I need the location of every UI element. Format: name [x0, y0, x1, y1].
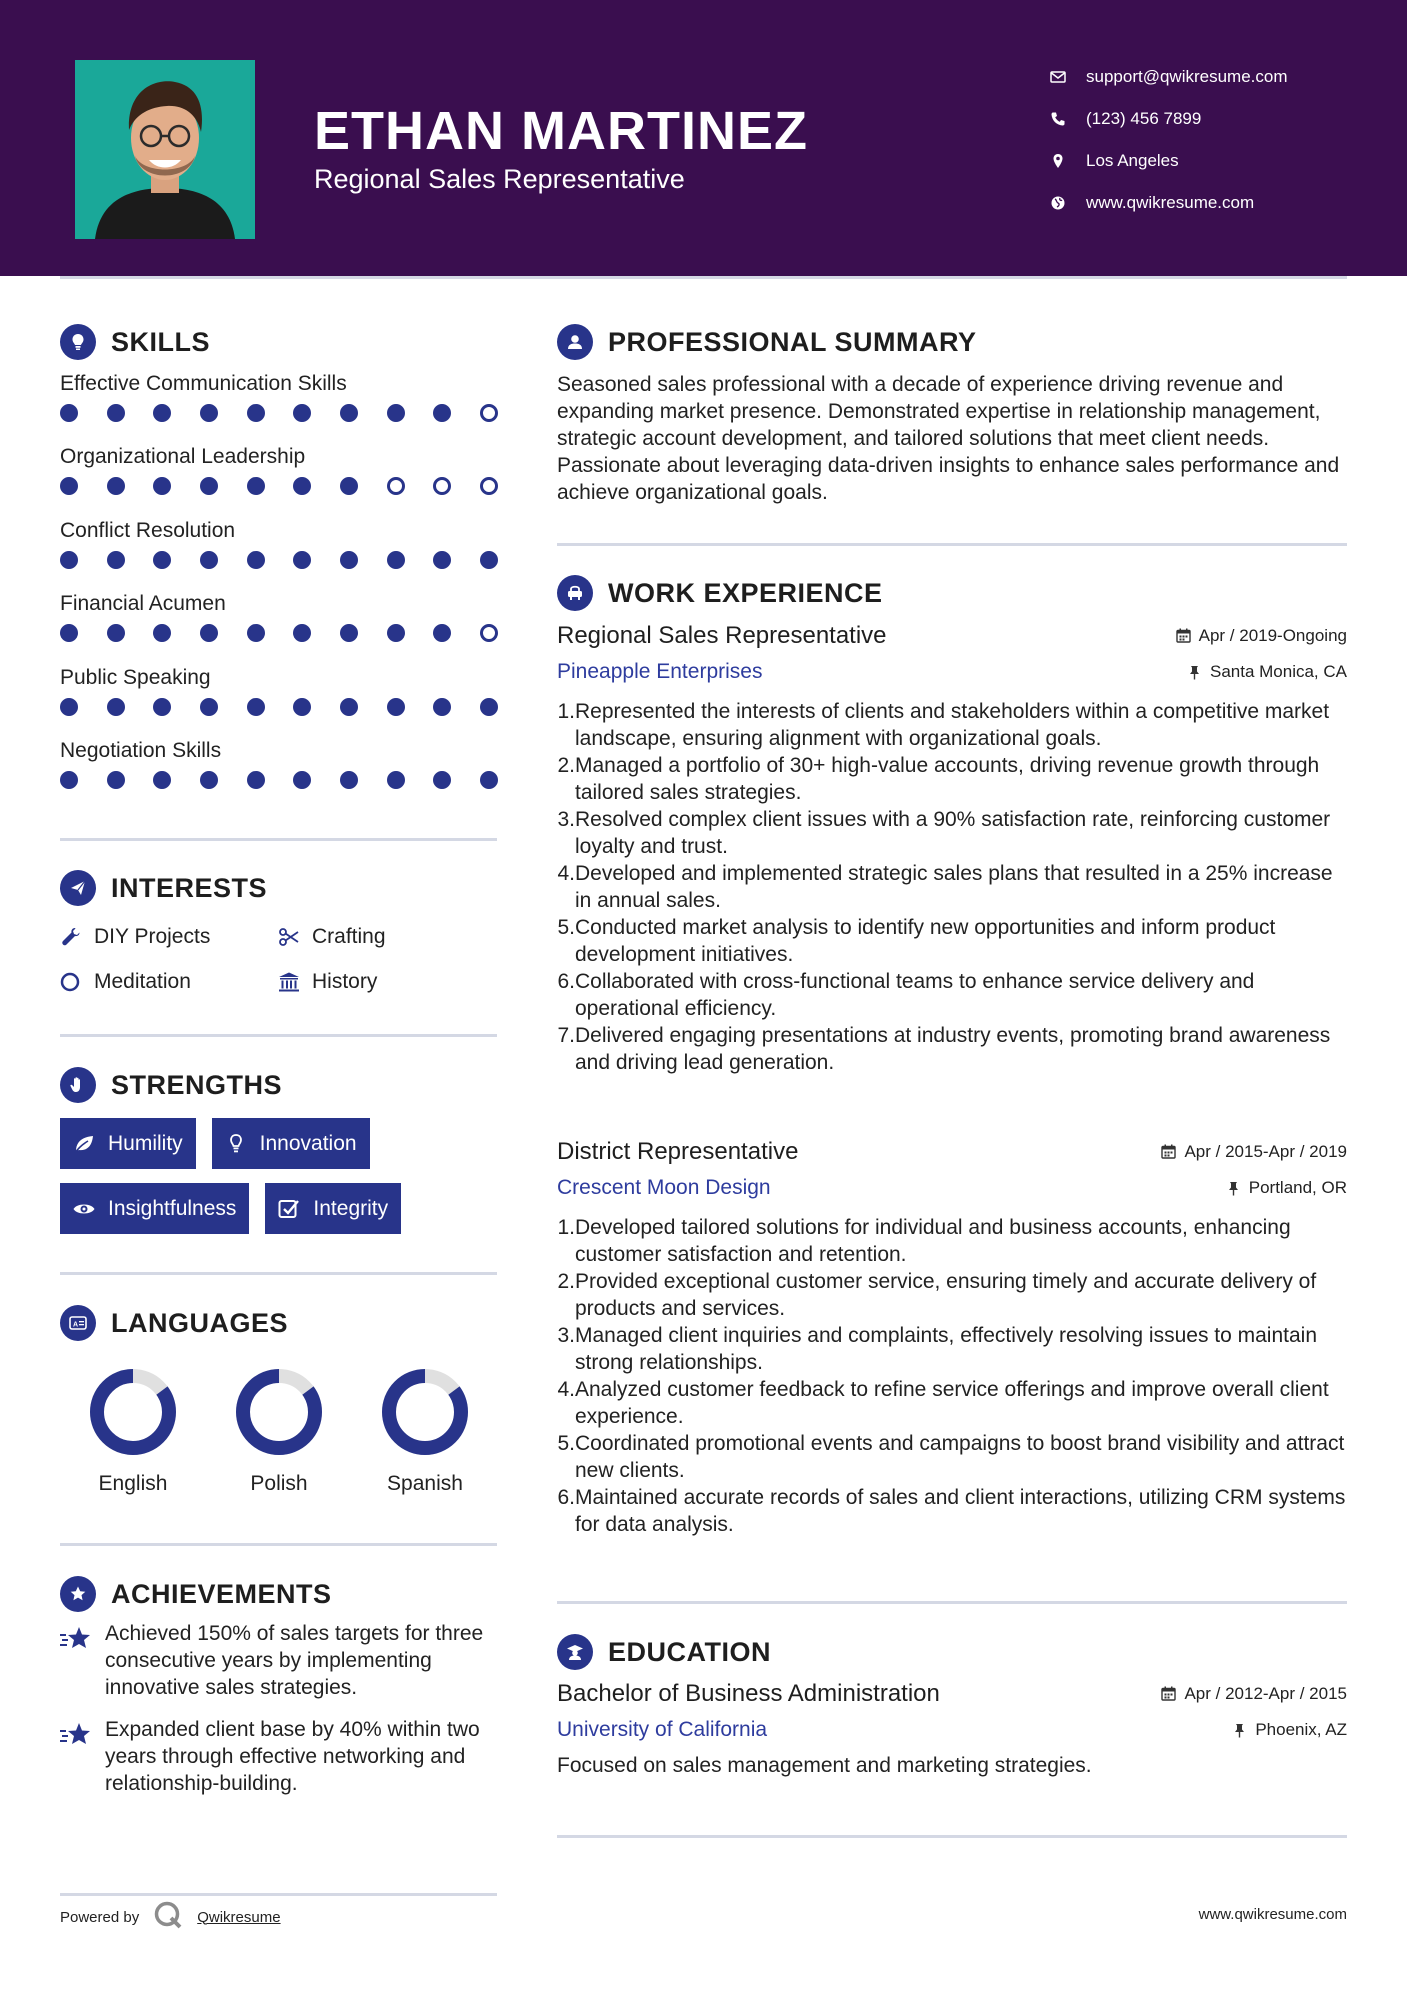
summary-heading: PROFESSIONAL SUMMARY — [557, 324, 977, 360]
rating-dot-filled — [433, 698, 451, 716]
rating-dot-filled — [293, 404, 311, 422]
list-item: 5. Coordinated promotional events and campaigns to boost brand visibility and attract new clients. — [557, 1432, 1345, 1482]
star-icon — [60, 1620, 105, 1701]
job-location: Santa Monica, CA — [1187, 662, 1347, 682]
strength-tag: Integrity — [265, 1183, 401, 1234]
strengths-list — [60, 1118, 500, 1248]
profile-photo — [75, 60, 255, 239]
pin-icon — [1232, 1723, 1247, 1738]
candidate-role: Regional Sales Representative — [314, 164, 685, 194]
company-name: Pineapple Enterprises — [557, 660, 763, 683]
user-icon — [557, 324, 593, 360]
school-name: University of California — [557, 1718, 768, 1741]
rating-dot-filled — [293, 624, 311, 642]
job-title: Regional Sales Representative — [557, 622, 887, 649]
contact-website-text: www.qwikresume.com — [1086, 193, 1255, 212]
rating-dot-filled — [60, 551, 78, 569]
language-level-ring — [231, 1364, 327, 1460]
strengths-heading: STRENGTHS — [60, 1067, 282, 1103]
education-entry — [557, 1680, 1347, 1778]
rating-dot-filled — [200, 624, 218, 642]
list-item: 6. Collaborated with cross-functional teams to enhance service delivery and operational efficiency. — [557, 970, 1255, 1020]
contact-phone-text: (123) 456 7899 — [1086, 109, 1202, 128]
skill-rating — [60, 551, 498, 569]
briefcase-icon — [557, 575, 593, 611]
check-square-icon — [277, 1197, 301, 1221]
education-date: Apr / 2012-Apr / 2015 — [1161, 1684, 1347, 1704]
contact-info — [1050, 56, 1288, 224]
footer-website[interactable]: www.qwikresume.com — [1198, 1906, 1347, 1923]
list-item: 1. Represented the interests of clients and stakeholders within a competitive market landscape, ensuring alignment with organizational goals. — [557, 700, 1330, 750]
language-icon — [60, 1305, 96, 1341]
rating-dot-filled — [293, 551, 311, 569]
skill-rating — [60, 771, 498, 789]
skill-item: Financial Acumen — [60, 590, 500, 663]
skill-item: Effective Communication Skills — [60, 370, 500, 443]
rating-dot-filled — [200, 551, 218, 569]
pin-icon — [1226, 1181, 1241, 1196]
languages-heading: A LANGUAGES — [60, 1305, 288, 1341]
list-item: 4. Developed and implemented strategic sales plans that resulted in a 25% increase in annual sales. — [557, 862, 1333, 912]
rating-dot-filled — [340, 698, 358, 716]
resume-header — [0, 0, 1407, 276]
email-icon — [1050, 69, 1086, 85]
footer-powered: Powered by Qwikresume — [60, 1900, 281, 1934]
education-location: Phoenix, AZ — [1232, 1720, 1347, 1740]
contact-website[interactable] — [1050, 182, 1288, 224]
calendar-icon — [1176, 628, 1191, 643]
rating-dot-filled — [247, 624, 265, 642]
rating-dot-filled — [153, 477, 171, 495]
job-entry — [557, 622, 1347, 1076]
list-item: 5. Conducted market analysis to identify new opportunities and inform product development initiatives. — [557, 916, 1276, 966]
rating-dot-filled — [200, 404, 218, 422]
skill-item: Negotiation Skills — [60, 737, 500, 810]
section-divider — [60, 1543, 497, 1546]
achievements-list — [60, 1620, 500, 1812]
rating-dot-filled — [107, 551, 125, 569]
rating-dot-filled — [340, 404, 358, 422]
job-responsibilities — [557, 698, 1347, 1076]
job-date: Apr / 2019-Ongoing — [1176, 626, 1347, 646]
rating-dot-filled — [200, 477, 218, 495]
interest-item: History — [278, 970, 496, 994]
contact-phone[interactable] — [1050, 98, 1288, 140]
wrench-icon — [60, 926, 94, 948]
rating-dot-filled — [153, 771, 171, 789]
rating-dot-empty — [480, 624, 498, 642]
header-divider — [60, 276, 1347, 279]
interest-item: Meditation — [60, 970, 278, 994]
language-item: English — [60, 1364, 206, 1496]
rating-dot-filled — [433, 551, 451, 569]
skill-item: Organizational Leadership — [60, 443, 500, 516]
globe-icon — [1050, 195, 1086, 211]
qwikresume-link[interactable]: Qwikresume — [197, 1908, 281, 1926]
rating-dot-empty — [433, 477, 451, 495]
list-item: 3. Resolved complex client issues with a 90% satisfaction rate, reinforcing customer loyalty and trust. — [557, 808, 1331, 858]
interest-item: DIY Projects — [60, 925, 278, 949]
rating-dot-filled — [293, 698, 311, 716]
hand-icon — [60, 1067, 96, 1103]
rating-dot-filled — [107, 477, 125, 495]
rating-dot-filled — [480, 771, 498, 789]
language-item: Polish — [206, 1364, 352, 1496]
language-level-ring — [85, 1364, 181, 1460]
rating-dot-filled — [387, 404, 405, 422]
rating-dot-empty — [480, 477, 498, 495]
rating-dot-filled — [107, 771, 125, 789]
degree-title: Bachelor of Business Administration — [557, 1680, 940, 1707]
summary-text: Seasoned sales professional with a decade of experience driving revenue and expanding market presence. Demonstrated expertise in relationship management, strategic account development, and tailored solutions that meet client needs. Passionate about leveraging data-driven insights to enhance sales performance and achieve organizational goals. — [557, 373, 1340, 504]
section-divider — [60, 1034, 497, 1037]
candidate-name: ETHAN MARTINEZ — [314, 101, 808, 161]
section-divider — [60, 1893, 497, 1896]
rating-dot-filled — [60, 477, 78, 495]
list-item: 7. Delivered engaging presentations at industry events, promoting brand awareness and driving lead generation. — [557, 1024, 1331, 1074]
strength-tag: Humility — [60, 1118, 196, 1169]
rating-dot-filled — [340, 551, 358, 569]
rating-dot-filled — [433, 771, 451, 789]
eye-icon — [72, 1197, 96, 1221]
rating-dot-filled — [107, 624, 125, 642]
leaf-icon — [72, 1132, 96, 1156]
job-title: District Representative — [557, 1138, 799, 1165]
rating-dot-empty — [387, 477, 405, 495]
rating-dot-filled — [200, 771, 218, 789]
rating-dot-filled — [153, 698, 171, 716]
strength-tag: Insightfulness — [60, 1183, 249, 1234]
rating-dot-empty — [480, 404, 498, 422]
rating-dot-filled — [293, 771, 311, 789]
rating-dot-filled — [107, 404, 125, 422]
education-description: Focused on sales management and marketing strategies. — [557, 1754, 1092, 1777]
contact-location — [1050, 140, 1288, 182]
section-divider — [557, 1835, 1347, 1838]
rating-dot-filled — [153, 551, 171, 569]
list-item: 2. Managed a portfolio of 30+ high-value accounts, driving revenue growth through tailored sales strategies. — [557, 754, 1320, 804]
section-divider — [60, 1272, 497, 1275]
paper-plane-icon — [60, 870, 96, 906]
job-responsibilities — [557, 1214, 1347, 1538]
section-divider — [557, 543, 1347, 546]
company-name: Crescent Moon Design — [557, 1176, 771, 1199]
achievement-item: Expanded client base by 40% within two years through effective networking and relationship-building. — [60, 1716, 500, 1797]
list-item: 4. Analyzed customer feedback to refine service offerings and improve overall client experience. — [557, 1378, 1329, 1428]
job-entry — [557, 1138, 1347, 1538]
strength-tag: Innovation — [212, 1118, 370, 1169]
rating-dot-filled — [340, 624, 358, 642]
rating-dot-filled — [153, 624, 171, 642]
lightbulb-icon — [60, 324, 96, 360]
language-level-ring — [377, 1364, 473, 1460]
rating-dot-filled — [247, 477, 265, 495]
star-badge-icon — [60, 1576, 96, 1612]
rating-dot-filled — [247, 551, 265, 569]
rating-dot-filled — [247, 404, 265, 422]
rating-dot-filled — [293, 477, 311, 495]
rating-dot-filled — [340, 771, 358, 789]
rating-dot-filled — [247, 771, 265, 789]
calendar-icon — [1161, 1686, 1176, 1701]
language-item: Spanish — [352, 1364, 498, 1496]
skill-rating — [60, 477, 498, 495]
rating-dot-filled — [60, 771, 78, 789]
rating-dot-filled — [340, 477, 358, 495]
calendar-icon — [1161, 1144, 1176, 1159]
phone-icon — [1050, 111, 1086, 127]
experience-heading: WORK EXPERIENCE — [557, 575, 883, 611]
rating-dot-filled — [60, 698, 78, 716]
rating-dot-filled — [387, 624, 405, 642]
skill-rating — [60, 404, 498, 422]
skill-item: Public Speaking — [60, 664, 500, 737]
list-item: 6. Maintained accurate records of sales and client interactions, utilizing CRM systems for data analysis. — [557, 1486, 1346, 1536]
rating-dot-filled — [387, 551, 405, 569]
skills-heading: SKILLS — [60, 324, 210, 360]
list-item: 2. Provided exceptional customer service, ensuring timely and accurate delivery of products and services. — [557, 1270, 1317, 1320]
skills-list — [60, 370, 500, 810]
scissors-icon — [278, 926, 312, 948]
education-heading: EDUCATION — [557, 1634, 771, 1670]
svg-text:A: A — [73, 1321, 79, 1329]
section-divider — [60, 838, 497, 841]
rating-dot-filled — [200, 698, 218, 716]
rating-dot-filled — [60, 404, 78, 422]
pin-icon — [1187, 665, 1202, 680]
rating-dot-filled — [433, 404, 451, 422]
contact-location-text: Los Angeles — [1086, 151, 1179, 170]
graduate-icon — [557, 1634, 593, 1670]
rating-dot-filled — [387, 771, 405, 789]
interest-item: Crafting — [278, 925, 496, 949]
languages-list — [60, 1364, 500, 1496]
star-icon — [60, 1716, 105, 1797]
rating-dot-filled — [480, 698, 498, 716]
achievement-item: Achieved 150% of sales targets for three consecutive years by implementing innovative sales strategies. — [60, 1620, 500, 1701]
rating-dot-filled — [153, 404, 171, 422]
contact-email-text: support@qwikresume.com — [1086, 67, 1288, 86]
job-location: Portland, OR — [1226, 1178, 1347, 1198]
list-item: 3. Managed client inquiries and complaints, effectively resolving issues to maintain strong relationships. — [557, 1324, 1318, 1374]
skill-item: Conflict Resolution — [60, 517, 500, 590]
rating-dot-filled — [433, 624, 451, 642]
rating-dot-filled — [107, 698, 125, 716]
skill-rating — [60, 698, 498, 716]
list-item: 1. Developed tailored solutions for individual and business accounts, enhancing customer satisfaction and retention. — [557, 1216, 1291, 1266]
location-icon — [1050, 153, 1086, 169]
rating-dot-filled — [387, 698, 405, 716]
section-divider — [557, 1601, 1347, 1604]
achievements-heading: ACHIEVEMENTS — [60, 1576, 332, 1612]
rating-dot-filled — [480, 551, 498, 569]
lightbulb-icon — [224, 1132, 248, 1156]
job-date: Apr / 2015-Apr / 2019 — [1161, 1142, 1347, 1162]
interests-heading: INTERESTS — [60, 870, 267, 906]
contact-email[interactable] — [1050, 56, 1288, 98]
museum-icon — [278, 971, 312, 993]
qwikresume-logo-icon — [153, 1900, 183, 1934]
skill-rating — [60, 624, 498, 642]
rating-dot-filled — [60, 624, 78, 642]
circle-icon — [60, 971, 94, 993]
interests-list — [60, 914, 500, 1004]
rating-dot-filled — [247, 698, 265, 716]
